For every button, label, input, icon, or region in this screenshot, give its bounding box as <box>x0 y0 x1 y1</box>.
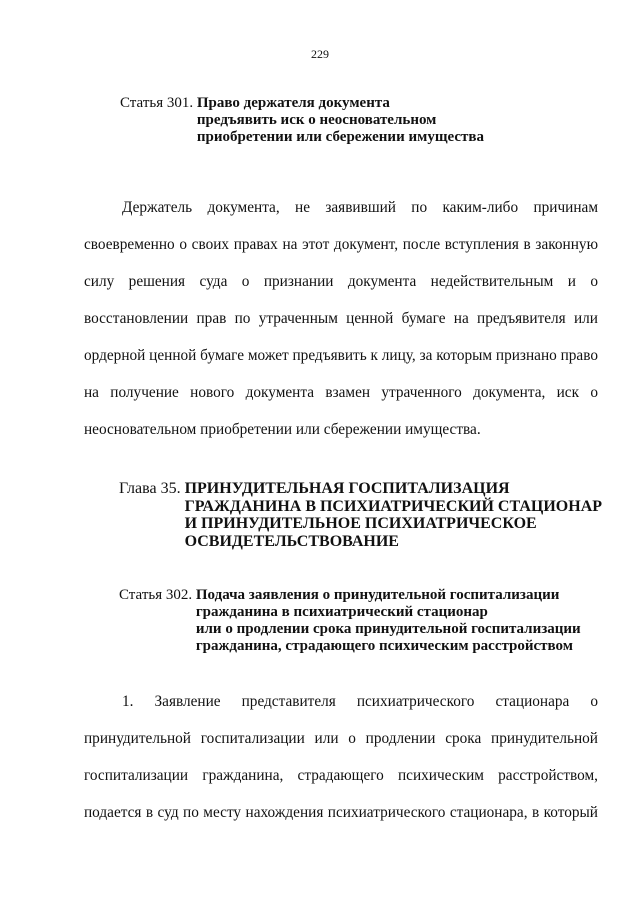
article-301-heading <box>120 95 484 146</box>
paragraph-line: ордерной ценной бумаге может предъявить к лицу, за которым признано право <box>84 347 598 364</box>
paragraph-line: восстановлении прав по утраченным ценной бумаге на предъявителя или <box>84 310 598 327</box>
chapter-35-title-line: ПРИНУДИТЕЛЬНАЯ ГОСПИТАЛИЗАЦИЯ <box>184 480 510 497</box>
article-302-title-line: Подача заявления о принудительной госпитализации <box>195 587 560 603</box>
article-302-label: Статья 302. <box>119 587 196 603</box>
page-number: 229 <box>311 47 329 61</box>
paragraph-line: на получение нового документа взамен утраченного документа, иск о <box>84 384 598 401</box>
chapter-35-label: Глава 35. <box>119 480 185 497</box>
article-302-title-line: гражданина, страдающего психическим расстройством <box>195 638 573 654</box>
paragraph-line: силу решения суда о признании документа недействительным и о <box>84 273 598 290</box>
chapter-35-title-line: ОСВИДЕТЕЛЬСТВОВАНИЕ <box>184 532 399 550</box>
article-302-heading <box>119 587 581 655</box>
chapter-35-heading <box>119 480 602 550</box>
paragraph-line: своевременно о своих правах на этот документ, после вступления в законную <box>84 236 598 253</box>
paragraph-line: госпитализации гражданина, страдающего психическим расстройством, <box>84 767 598 784</box>
article-301-title-line: предъявить иск о неосновательном <box>196 112 437 128</box>
chapter-35-title-line: И ПРИНУДИТЕЛЬНОЕ ПСИХИАТРИЧЕСКОЕ <box>184 515 537 532</box>
article-301-label: Статья 301. <box>120 95 197 111</box>
article-302-title <box>196 587 581 655</box>
paragraph-line: 1. Заявление представителя психиатрического стационара о <box>122 693 598 710</box>
chapter-35-title-line: ГРАЖДАНИНА В ПСИХИАТРИЧЕСКИЙ СТАЦИОНАР <box>184 497 603 515</box>
article-302-title-line: или о продлении срока принудительной госпитализации <box>195 621 581 637</box>
paragraph-line: Держатель документа, не заявивший по каким-либо причинам <box>122 199 598 216</box>
chapter-35-title <box>185 480 602 550</box>
article-302-title-line: гражданина в психиатрический стационар <box>195 604 488 620</box>
article-301-title-line: Право держателя документа <box>196 95 390 111</box>
paragraph-line: неосновательном приобретении или сбережении имущества. <box>84 421 481 438</box>
paragraph-line: подается в суд по месту нахождения психиатрического стационара, в который <box>84 804 598 821</box>
paragraph-line: принудительной госпитализации или о продлении срока принудительной <box>84 730 598 747</box>
article-301-title <box>197 95 484 146</box>
article-301-title-line: приобретении или сбережении имущества <box>196 129 484 145</box>
